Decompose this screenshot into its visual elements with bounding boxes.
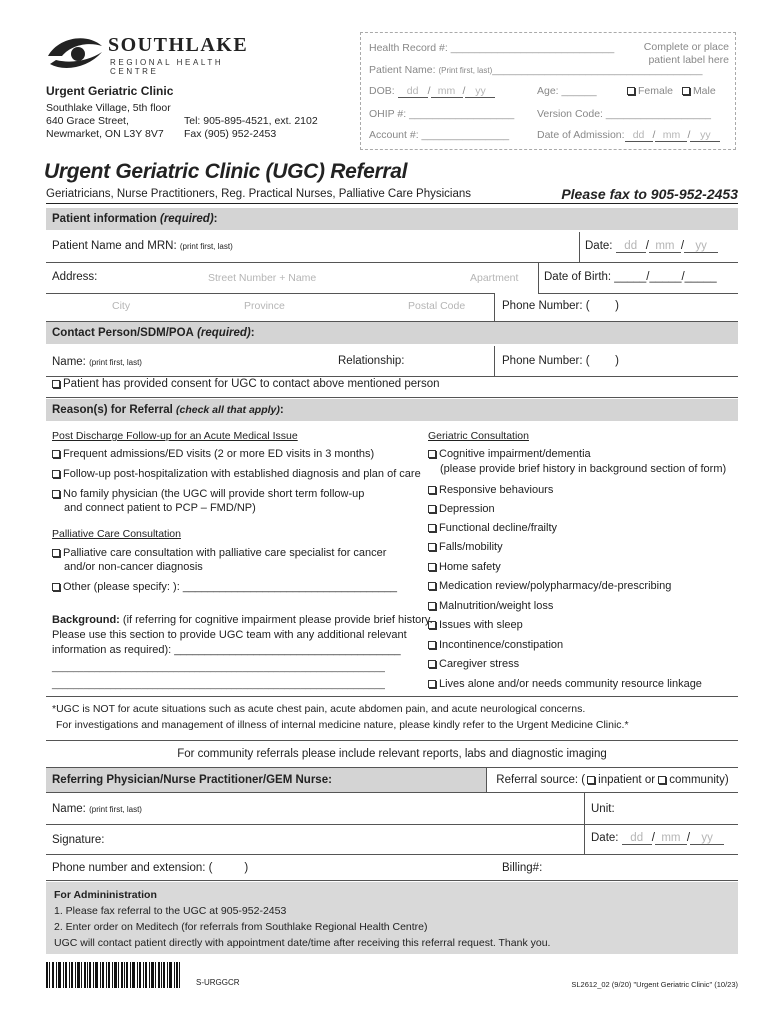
pi-yy: yy [684,240,718,253]
ger-label-8: Malnutrition/weight loss [439,600,554,612]
ger-label-9: Issues with sleep [439,619,523,631]
pal-checkbox-1[interactable] [52,549,60,557]
reasons-colon: : [279,404,284,416]
pd-item-2 [52,468,421,480]
patient-info-required: (required) [159,213,214,225]
ref-date-label: Date: [591,832,619,844]
contact-phone-field[interactable]: Phone Number: ( ) [502,355,619,367]
patient-name-field[interactable] [52,240,233,252]
patient-date-field[interactable]: Date: dd / mm / yy [585,240,718,253]
ref-name-hint: (print first, last) [89,805,142,814]
pal-label-other: Other (please specify: ): ___________________________________ [63,581,397,593]
ger-checkbox-8[interactable] [428,602,436,610]
pd-label-2: Follow-up post-hospitalization with established diagnosis and plan of care [63,468,421,480]
ger-label-12: Lives alone and/or needs community resource linkage [439,678,702,690]
dob-field[interactable]: Date of Birth: _____/_____/_____ [544,271,717,283]
page-title: Urgent Geriatric Clinic (UGC) Referral [44,160,408,183]
ger-checkbox-2[interactable] [428,486,436,494]
ger-checkbox-3[interactable] [428,505,436,513]
dob-yy: yy [465,85,495,98]
ger-item-7 [428,580,671,592]
referring-title: Referring Physician/Nurse Practitioner/GEM Nurse: [52,774,332,786]
female-label: Female [638,85,674,97]
contact-header [46,322,738,344]
contact-title: Contact Person/SDM/POA [52,327,194,339]
contact-colon: : [250,327,255,339]
pal-item-1 [52,547,386,559]
note-line-1: *UGC is NOT for acute situations such as acute chest pain, acute abdomen pain, and acute neurological concerns. [52,703,586,715]
ger-label-5: Falls/mobility [439,541,503,553]
ger-item-4 [428,522,557,534]
logo [46,34,266,74]
clinic-address-1: Southlake Village, 5th floor [46,102,171,114]
admin-item-3: UGC will contact patient directly with appointment date/time after receiving this referral request. Thank you. [54,937,551,949]
version-label: Version Code: [537,108,603,120]
ger-label-4: Functional decline/frailty [439,522,558,534]
background-text: (if referring for cognitive impairment please provide brief history. [119,614,433,626]
ger-checkbox-11[interactable] [428,660,436,668]
ger-checkbox-4[interactable] [428,524,436,532]
ger-item-11 [428,658,519,670]
subtitle: Geriatricians, Nurse Practitioners, Reg. Practical Nurses, Palliative Care Physicians [46,188,472,200]
patient-info-header [46,208,738,230]
pd-checkbox-2[interactable] [52,470,60,478]
ger-item-5 [428,541,503,553]
dob-mm: mm [431,85,463,98]
ref-mm: mm [655,832,687,845]
patient-name-hint: (print first, last) [179,242,233,251]
form-code: S-URGGCR [196,978,240,987]
clinic-tel: Tel: 905-895-4521, ext. 2102 [184,115,318,127]
contact-name-label: Name: [52,356,86,368]
patient-name-label: Patient Name and MRN: [52,240,177,252]
signature-field[interactable]: Signature: [52,834,105,846]
ger-label-11: Caregiver stress [439,658,520,670]
ger-item-9 [428,619,523,631]
inpatient-checkbox[interactable] [587,776,595,784]
ger-label-10: Incontinence/constipation [439,639,564,651]
hr-label: Health Record #: [369,42,448,54]
post-discharge-heading: Post Discharge Follow-up for an Acute Medical Issue [52,430,298,442]
palliative-heading: Palliative Care Consultation [52,528,181,540]
male-label: Male [692,85,716,97]
background-line-2: information as required): _____________________________________ [52,644,401,656]
ref-phone-field[interactable]: Phone number and extension: ( ) [52,862,249,874]
patient-info-colon: : [213,213,218,225]
street-hint[interactable]: Street Number + Name [208,272,317,284]
reasons-hint: (check all that apply) [176,404,280,416]
community-checkbox[interactable] [658,776,666,784]
patient-phone-field[interactable]: Phone Number: ( ) [502,300,619,312]
pal-item-1-cont: and/or non-cancer diagnosis [64,561,203,573]
admission-label: Date of Admission: [537,129,625,141]
ger-item-1-cont: (please provide brief history in background section of form) [440,463,727,475]
pd-label-1: Frequent admissions/ED visits (2 or more ED visits in 3 months) [63,448,375,460]
community-note: For community referrals please include relevant reports, labs and diagnostic imaging [177,748,607,760]
male-checkbox[interactable] [682,87,690,95]
referral-source [486,768,738,792]
ref-date-field[interactable]: Date: dd / mm / yy [591,832,724,845]
logo-sub: REGIONAL HEALTH CENTRE [110,58,224,76]
clinic-name: Urgent Geriatric Clinic [46,84,174,98]
ger-checkbox-7[interactable] [428,582,436,590]
background-line-4: _______________________________________________________________ [52,679,385,690]
note-line-2: For investigations and management of illness of internal medicine nature, please kindly refer to the Urgent Medicine Clinic.* [56,719,629,731]
pname-hint: (Print first, last) [438,66,493,75]
barcode-icon [46,962,180,988]
community-label: community) [669,774,729,786]
referral-source-label: Referral source: ( [496,774,586,786]
dob-dd: dd [398,85,428,98]
pd-checkbox-1[interactable] [52,450,60,458]
reasons-header [46,399,738,421]
ger-item-6 [428,561,501,573]
ref-yy: yy [690,832,724,845]
ger-label-6: Home safety [439,561,501,573]
account-label: Account #: [369,129,419,141]
clinic-fax: Fax (905) 952-2453 [184,128,277,140]
clinic-address-3: Newmarket, ON L3Y 8V7 [46,128,164,140]
pd-checkbox-3[interactable] [52,490,60,498]
contact-name-field[interactable] [52,356,142,368]
ger-item-10 [428,639,563,651]
pi-dd: dd [616,240,646,253]
admin-item-1: 1. Please fax referral to the UGC at 905-952-2453 [54,905,287,917]
consent-row [52,378,440,390]
apartment-hint[interactable]: Apartment [470,272,519,284]
logo-name: SOUTHLAKE [108,34,249,56]
age-label: Age: [537,85,559,97]
pd-item-1 [52,448,374,460]
ger-checkbox-5[interactable] [428,543,436,551]
pal-item-other [52,581,397,593]
ger-label-1: Cognitive impairment/dementia [439,448,591,460]
ger-item-8 [428,600,553,612]
background-line-1: Please use this section to provide UGC team with any additional relevant [52,629,407,641]
reasons-title: Reason(s) for Referral [52,404,173,416]
background-section[interactable] [52,613,433,692]
form-id: SL2612_02 (9/20) "Urgent Geriatric Clinic" (10/23) [571,980,738,989]
patient-date-label: Date: [585,240,613,252]
billing-field[interactable]: Billing#: [502,862,543,874]
pd-item-3-cont: and connect patient to PCP – FMD/NP) [64,502,256,514]
dob-label: DOB: [369,85,395,97]
ger-checkbox-10[interactable] [428,641,436,649]
female-checkbox[interactable] [627,87,635,95]
pi-mm: mm [649,240,681,253]
pal-checkbox-other[interactable] [52,583,60,591]
pname-label: Patient Name: [369,64,436,76]
inpatient-label: inpatient or [598,774,656,786]
fax-note: Please fax to 905-952-2453 [561,186,738,202]
ger-label-2: Responsive behaviours [439,484,554,496]
ref-name-label: Name: [52,803,86,815]
geriatric-heading: Geriatric Consultation [428,430,529,442]
label-note: Complete or place patient label here [643,41,729,66]
patient-info-title: Patient information [52,213,157,225]
address-label: Address: [52,271,98,283]
background-label: Background: [52,614,120,626]
ger-checkbox-12[interactable] [428,680,436,688]
ger-item-12 [428,678,702,690]
admin-box [46,882,738,954]
ref-name-field[interactable] [52,803,142,815]
clinic-address-2: 640 Grace Street, [46,115,129,127]
patient-label-box[interactable]: Health Record #: ____________________________ Complete or place patient label here Patient Name: (Print first, last)____________________________________ DOB: dd / mm / yy Age: ______ Female Male OHIP #: __________________ Version Code: __________________ Account #: _______________ Date of Admission: dd / mm / yy [360,32,736,150]
ger-item-2 [428,484,553,496]
postal-hint[interactable]: Postal Code [408,300,466,312]
pd-label-3: No family physician (the UGC will provide short term follow-up [63,488,365,500]
consent-label: Patient has provided consent for UGC to contact above mentioned person [63,378,440,390]
city-hint[interactable]: City [112,300,131,312]
contact-required: (required) [197,327,251,339]
contact-name-hint: (print first, last) [89,358,142,367]
ger-checkbox-1[interactable] [428,450,436,458]
ohip-label: OHIP #: [369,108,407,120]
province-hint[interactable]: Province [244,300,285,312]
relationship-field[interactable]: Relationship: [338,355,405,367]
adm-dd: dd [625,129,653,142]
ger-item-3 [428,503,495,515]
pd-item-3 [52,488,364,500]
adm-mm: mm [655,129,687,142]
ger-label-3: Depression [439,503,495,515]
adm-yy: yy [690,129,720,142]
background-line-3: _______________________________________________________________ [52,662,385,673]
southlake-logo-icon [46,34,104,72]
ger-checkbox-6[interactable] [428,563,436,571]
ger-checkbox-9[interactable] [428,621,436,629]
admin-title: For Admininistration [54,889,157,901]
admin-item-2: 2. Enter order on Meditech (for referrals from Southlake Regional Health Centre) [54,921,428,933]
ger-item-1 [428,448,591,460]
unit-field[interactable]: Unit: [591,803,615,815]
consent-checkbox[interactable] [52,380,60,388]
ref-dd: dd [622,832,652,845]
pal-label-1: Palliative care consultation with palliative care specialist for cancer [63,547,387,559]
ger-label-7: Medication review/polypharmacy/de-prescribing [439,580,672,592]
